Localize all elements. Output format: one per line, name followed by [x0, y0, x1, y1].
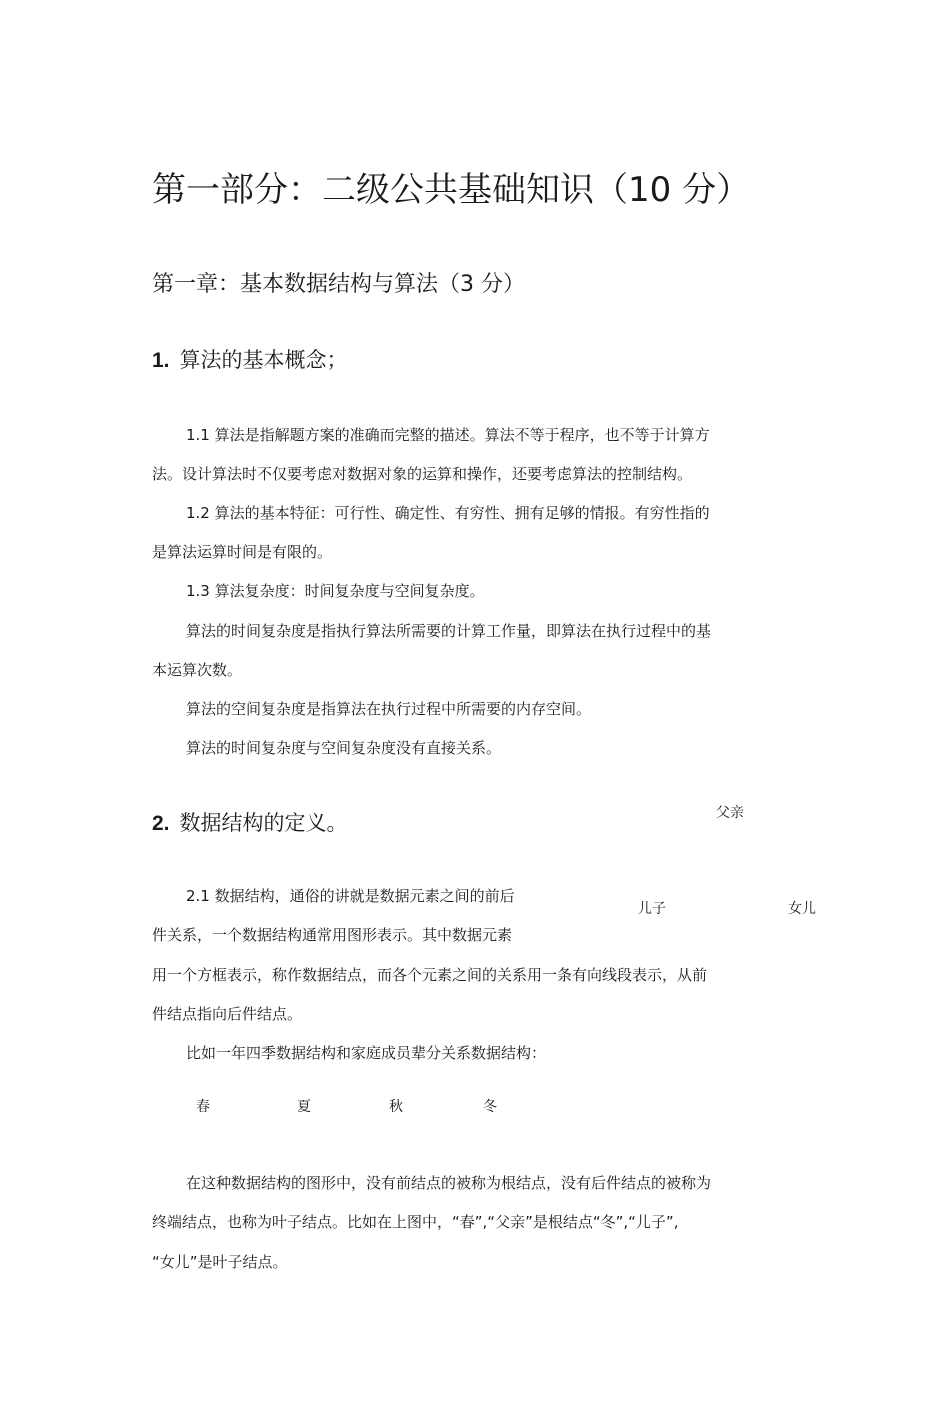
section-1-title: 算法的基本概念；	[179, 348, 348, 372]
season-node: 秋	[389, 1099, 403, 1115]
section-2-heading	[152, 807, 348, 840]
paragraph-line: 比如一年四季数据结构和家庭成员辈分关系数据结构：	[186, 1044, 547, 1062]
section-2-title: 数据结构的定义。	[179, 811, 348, 835]
section-1-heading	[152, 344, 348, 377]
season-node: 冬	[483, 1099, 497, 1115]
paragraph-line: 法。设计算法时不仅要考虑对数据对象的运算和操作，还要考虑算法的控制结构。	[152, 465, 693, 483]
chapter-heading: 第一章：基本数据结构与算法（3 分）	[152, 272, 525, 297]
paragraph-line: 件关系，一个数据结构通常用图形表示。其中数据元素	[152, 926, 513, 944]
paragraph-line: 本运算次数。	[152, 661, 243, 679]
paragraph-line: 在这种数据结构的图形中，没有前结点的被称为根结点，没有后件结点的被称为	[186, 1174, 712, 1192]
paragraph-line: 是算法运算时间是有限的。	[152, 543, 333, 561]
tree-node-daughter: 女儿	[788, 901, 816, 917]
paragraph-line: 1.2 算法的基本特征：可行性、确定性、有穷性、拥有足够的情报。有穷性指的	[186, 504, 710, 522]
page-title: 第一部分：二级公共基础知识（10 分）	[152, 170, 751, 210]
paragraph-line: 用一个方框表示，称作数据结点，而各个元素之间的关系用一条有向线段表示，从前	[152, 966, 708, 984]
season-node: 夏	[297, 1099, 311, 1115]
season-node: 春	[196, 1099, 210, 1115]
section-1-number: 1.	[152, 349, 170, 372]
paragraph-line: 算法的时间复杂度与空间复杂度没有直接关系。	[186, 739, 502, 757]
paragraph-line: 算法的空间复杂度是指算法在执行过程中所需要的内存空间。	[186, 700, 592, 718]
tree-node-parent: 父亲	[716, 805, 744, 821]
paragraph-line: 件结点指向后件结点。	[152, 1005, 303, 1023]
paragraph-line: 终端结点，也称为叶子结点。比如在上图中，“春”,“父亲”是根结点“冬”,“儿子”,	[152, 1213, 679, 1231]
paragraph-line: “女儿”是叶子结点。	[152, 1253, 288, 1271]
paragraph-line: 1.1 算法是指解题方案的准确而完整的描述。算法不等于程序，也不等于计算方	[186, 426, 710, 444]
paragraph-line: 算法的时间复杂度是指执行算法所需要的计算工作量，即算法在执行过程中的基	[186, 622, 712, 640]
paragraph-line: 2.1 数据结构，通俗的讲就是数据元素之间的前后	[186, 887, 515, 905]
tree-node-son: 儿子	[638, 901, 666, 917]
paragraph-line: 1.3 算法复杂度：时间复杂度与空间复杂度。	[186, 582, 485, 600]
section-2-number: 2.	[152, 812, 170, 835]
